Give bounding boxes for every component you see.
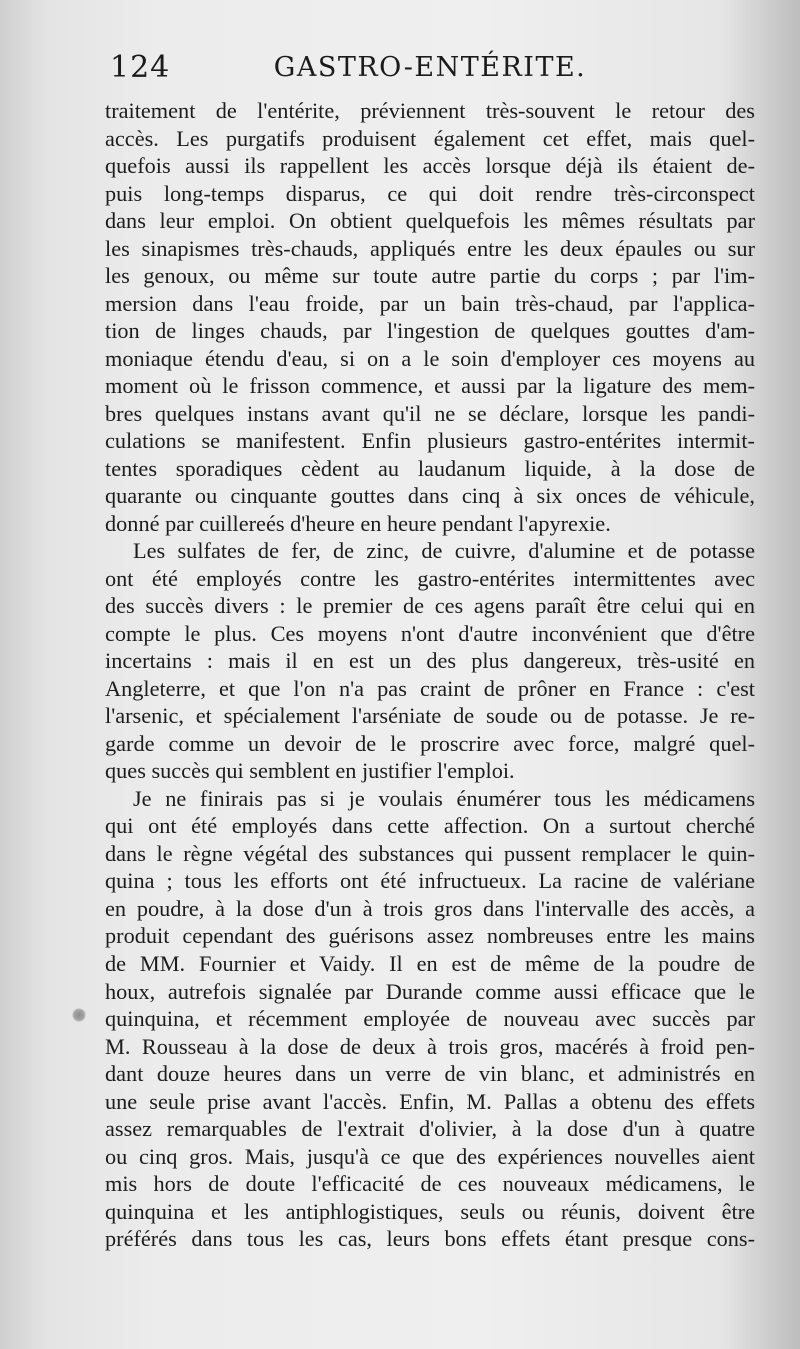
text-line: quefois aussi ils rappellent les accès lorsque déjà ils étaient de- bbox=[105, 153, 755, 179]
text-line: compte le plus. Ces moyens n'ont d'autre inconvénient que d'être bbox=[105, 620, 755, 646]
text-line: quinquina et les antiphlogistiques, seuls ou réunis, doivent être bbox=[105, 1198, 755, 1224]
text-line: quinquina, et récemment employée de nouveau avec succès par bbox=[105, 1006, 755, 1032]
text-line: dans le règne végétal des substances qui pussent remplacer le quin- bbox=[105, 840, 755, 866]
text-line: moniaque étendu d'eau, si on a le soin d'employer ces moyens au bbox=[105, 345, 755, 371]
text-line: les genoux, ou même sur toute autre partie du corps ; par l'im- bbox=[105, 263, 755, 289]
text-line: moment où le frisson commence, et aussi par la ligature des mem- bbox=[105, 373, 755, 399]
text-line: des succès divers : le premier de ces agens paraît être celui qui en bbox=[105, 593, 755, 619]
text-line: houx, autrefois signalée par Durande comme aussi efficace que le bbox=[105, 978, 755, 1004]
text-line: dant douze heures dans un verre de vin blanc, et administrés en bbox=[105, 1061, 755, 1087]
paper-stain bbox=[72, 1008, 86, 1022]
text-line: assez remarquables de l'extrait d'olivier, à la dose d'un à quatre bbox=[105, 1116, 755, 1142]
text-line: mersion dans l'eau froide, par un bain très-chaud, par l'applica- bbox=[105, 290, 755, 316]
running-title: GASTRO-ENTÉRITE. bbox=[273, 52, 587, 83]
text-line: tion de linges chauds, par l'ingestion de quelques gouttes d'am- bbox=[105, 318, 755, 344]
text-line: mis hors de doute l'efficacité de ces nouveaux médicamens, le bbox=[105, 1171, 755, 1197]
text-line: ques succès qui semblent en justifier l'emploi. bbox=[105, 758, 515, 784]
text-line: garde comme un devoir de le proscrire avec force, malgré quel- bbox=[105, 730, 755, 756]
text-line: produit cependant des guérisons assez nombreuses entre les mains bbox=[105, 923, 755, 949]
text-line: Je ne finirais pas si je voulais énumérer tous les médicamens bbox=[133, 785, 755, 811]
text-line: donné par cuillereés d'heure en heure pendant l'apyrexie. bbox=[105, 510, 611, 536]
text-line: accès. Les purgatifs produisent également cet effet, mais quel- bbox=[105, 125, 755, 151]
text-line: Les sulfates de fer, de zinc, de cuivre, d'alumine et de potasse bbox=[133, 538, 755, 564]
text-line: ou cinq gros. Mais, jusqu'à ce que des expériences nouvelles aient bbox=[105, 1143, 755, 1169]
text-line: les sinapismes très-chauds, appliqués entre les deux épaules ou sur bbox=[105, 235, 755, 261]
text-line: tentes sporadiques cèdent au laudanum liquide, à la dose de bbox=[105, 455, 755, 481]
text-line: qui ont été employés dans cette affection. On a surtout cherché bbox=[105, 813, 755, 839]
body-text bbox=[105, 97, 755, 1253]
text-line: ont été employés contre les gastro-entérites intermittentes avec bbox=[105, 565, 755, 591]
page-header bbox=[105, 50, 755, 90]
text-line: bres quelques instans avant qu'il ne se déclare, lorsque les pandi- bbox=[105, 400, 755, 426]
text-line: l'arsenic, et spécialement l'arséniate de soude ou de potasse. Je re- bbox=[105, 703, 755, 729]
text-line: quina ; tous les efforts ont été infructueux. La racine de valériane bbox=[105, 868, 755, 894]
text-line: en poudre, à la dose d'un à trois gros dans l'intervalle des accès, a bbox=[105, 895, 755, 921]
text-line: préférés dans tous les cas, leurs bons effets étant presque cons- bbox=[105, 1226, 755, 1252]
text-line: incertains : mais il en est un des plus dangereux, très-usité en bbox=[105, 648, 755, 674]
text-line: puis long-temps disparus, ce qui doit rendre très-circonspect bbox=[105, 180, 755, 206]
text-line: quarante ou cinquante gouttes dans cinq à six onces de véhicule, bbox=[105, 483, 755, 509]
text-line: de MM. Fournier et Vaidy. Il en est de même de la poudre de bbox=[105, 950, 755, 976]
text-line: traitement de l'entérite, préviennent très-souvent le retour des bbox=[105, 98, 755, 123]
text-line: dans leur emploi. On obtient quelquefois les mêmes résultats par bbox=[105, 208, 755, 234]
page-number: 124 bbox=[110, 50, 171, 85]
text-line: une seule prise avant l'accès. Enfin, M. Pallas a obtenu des effets bbox=[105, 1088, 755, 1114]
text-line: culations se manifestent. Enfin plusieurs gastro-entérites intermit- bbox=[105, 428, 755, 454]
text-line: Angleterre, et que l'on n'a pas craint de prôner en France : c'est bbox=[105, 675, 755, 701]
text-line: M. Rousseau à la dose de deux à trois gros, macérés à froid pen- bbox=[105, 1033, 755, 1059]
